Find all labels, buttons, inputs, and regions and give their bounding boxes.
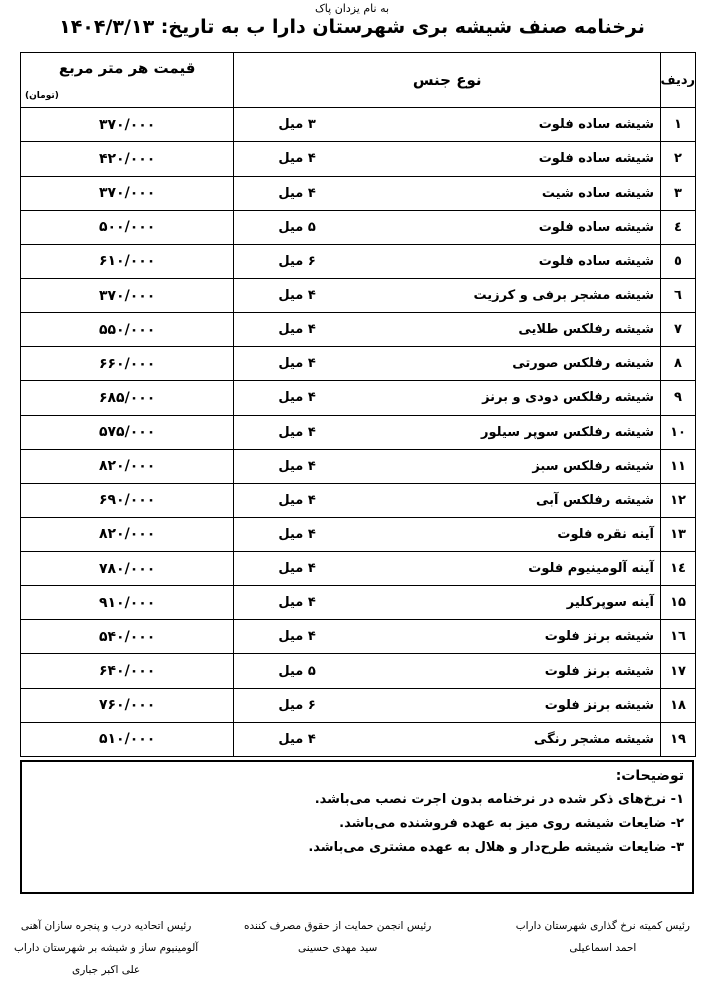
row-price: ۳۷۰/۰۰۰ [21,108,234,142]
signer-pricing-committee [516,915,690,959]
row-index: ۱۳ [661,517,696,551]
signer-role-line2: آلومینیوم ساز و شیشه بر شهرستان داراب [14,942,199,954]
row-name: شیشه ساده فلوت [447,108,660,142]
price-table [20,52,696,757]
row-price: ۵۵۰/۰۰۰ [21,313,234,347]
table-row [21,210,696,244]
row-name: شیشه ساده شیت [447,176,660,210]
table-row [21,108,696,142]
table-row [21,722,696,756]
row-index: ۱ [661,108,696,142]
table-row [21,586,696,620]
table-row [21,654,696,688]
row-price: ۳۷۰/۰۰۰ [21,176,234,210]
row-thickness: ۴ میل [234,620,447,654]
row-index: ۱۹ [661,722,696,756]
row-price: ۵۷۵/۰۰۰ [21,415,234,449]
row-thickness: ۵ میل [234,654,447,688]
row-price: ۵۱۰/۰۰۰ [21,722,234,756]
row-name: آینه آلومینیوم فلوت [447,552,660,586]
row-thickness: ۳ میل [234,108,447,142]
row-thickness: ۴ میل [234,586,447,620]
row-name: شیشه رفلکس سوپر سیلور [447,415,660,449]
row-name: شیشه برنز فلوت [447,654,660,688]
row-name: شیشه رفلکس سبز [447,449,660,483]
row-thickness: ۴ میل [234,552,447,586]
row-index: ٤ [661,210,696,244]
row-index: ۱۲ [661,483,696,517]
row-price: ۶۱۰/۰۰۰ [21,244,234,278]
row-index: ٦ [661,278,696,312]
header-price-unit: (تومان) [25,91,59,102]
signer-union-head [14,915,198,981]
row-index: ۲ [661,142,696,176]
row-price: ۵۴۰/۰۰۰ [21,620,234,654]
row-name: آینه نقره فلوت [447,517,660,551]
row-name: شیشه ساده فلوت [447,210,660,244]
table-row [21,142,696,176]
row-index: ۹ [661,381,696,415]
row-index: ۷ [661,313,696,347]
row-index: ۱۵ [661,586,696,620]
table-row [21,415,696,449]
table-row [21,449,696,483]
table-row [21,483,696,517]
note-item: ۱- نرخ‌های ذکر شده در نرخنامه بدون اجرت نصب می‌باشد. [314,792,684,807]
row-price: ۶۸۵/۰۰۰ [21,381,234,415]
table-row [21,347,696,381]
table-body [21,108,696,757]
table-row [21,313,696,347]
row-price: ۳۷۰/۰۰۰ [21,278,234,312]
row-name: آینه سوپرکلیر [447,586,660,620]
table-row [21,620,696,654]
row-thickness: ۴ میل [234,176,447,210]
table-row [21,552,696,586]
signer-consumer-association [244,915,431,959]
table-header-row [21,53,696,108]
row-name: شیشه برنز فلوت [447,620,660,654]
table-row [21,244,696,278]
row-name: شیشه مشجر برفی و کرزیت [447,278,660,312]
header-price: قیمت هر متر مربع [58,59,196,77]
row-index: ۱۱ [661,449,696,483]
row-thickness: ۴ میل [234,483,447,517]
note-item: ۳- ضایعات شیشه طرح‌دار و هلال به عهده مشتری می‌باشد. [308,840,684,855]
row-thickness: ۶ میل [234,244,447,278]
header-index: ردیف [661,53,696,108]
header-type: نوع جنس [234,53,661,108]
signatures-area [0,915,704,995]
row-price: ۶۶۰/۰۰۰ [21,347,234,381]
bismillah-line: به نام یزدان پاک [314,2,390,15]
table-row [21,688,696,722]
row-index: ۸ [661,347,696,381]
row-index: ۱۸ [661,688,696,722]
signer-role: رئیس اتحادیه درب و پنجره سازان آهنی [20,920,192,932]
row-index: ۳ [661,176,696,210]
note-item: ۲- ضایعات شیشه روی میز به عهده فروشنده می‌باشد. [339,816,684,831]
row-name: شیشه مشجر رنگی [447,722,660,756]
row-thickness: ۴ میل [234,142,447,176]
row-name: شیشه ساده فلوت [447,142,660,176]
row-thickness: ۴ میل [234,415,447,449]
row-thickness: ۴ میل [234,278,447,312]
notes-box [20,760,694,894]
row-thickness: ۴ میل [234,722,447,756]
row-name: شیشه برنز فلوت [447,688,660,722]
row-index: ۱۰ [661,415,696,449]
row-price: ۶۴۰/۰۰۰ [21,654,234,688]
row-name: شیشه رفلکس دودی و برنز [447,381,660,415]
signer-role: رئیس انجمن حمایت از حقوق مصرف کننده [244,920,432,932]
row-name: شیشه ساده فلوت [447,244,660,278]
row-index: ۱٤ [661,552,696,586]
row-price: ۷۸۰/۰۰۰ [21,552,234,586]
row-price: ۶۹۰/۰۰۰ [21,483,234,517]
row-index: ٥ [661,244,696,278]
signer-role: رئیس کمیته نرخ گذاری شهرستان داراب [515,920,690,932]
row-thickness: ۴ میل [234,381,447,415]
table-row [21,176,696,210]
row-thickness: ۴ میل [234,517,447,551]
row-thickness: ۶ میل [234,688,447,722]
row-price: ۵۰۰/۰۰۰ [21,210,234,244]
signer-name: علی اکبر جباری [72,964,141,976]
row-name: شیشه رفلکس صورتی [447,347,660,381]
row-price: ۸۲۰/۰۰۰ [21,517,234,551]
row-name: شیشه رفلکس طلایی [447,313,660,347]
row-thickness: ۴ میل [234,347,447,381]
signer-name: احمد اسماعیلی [569,942,637,954]
row-thickness: ۴ میل [234,313,447,347]
row-thickness: ۴ میل [234,449,447,483]
row-thickness: ۵ میل [234,210,447,244]
row-price: ۹۱۰/۰۰۰ [21,586,234,620]
row-index: ۱۷ [661,654,696,688]
row-name: شیشه رفلکس آبی [447,483,660,517]
signer-name: سید مهدی حسینی [298,942,378,954]
row-index: ۱٦ [661,620,696,654]
table-row [21,381,696,415]
row-price: ۸۲۰/۰۰۰ [21,449,234,483]
page-title: نرخنامه صنف شیشه بری شهرستان دارا ب به تاریخ: ۱۴۰۴/۳/۱۳ [59,16,645,38]
header-price-cell [21,53,234,108]
table-row [21,517,696,551]
notes-title: توضیحات: [615,768,684,784]
row-price: ۷۶۰/۰۰۰ [21,688,234,722]
table-row [21,278,696,312]
row-price: ۴۲۰/۰۰۰ [21,142,234,176]
